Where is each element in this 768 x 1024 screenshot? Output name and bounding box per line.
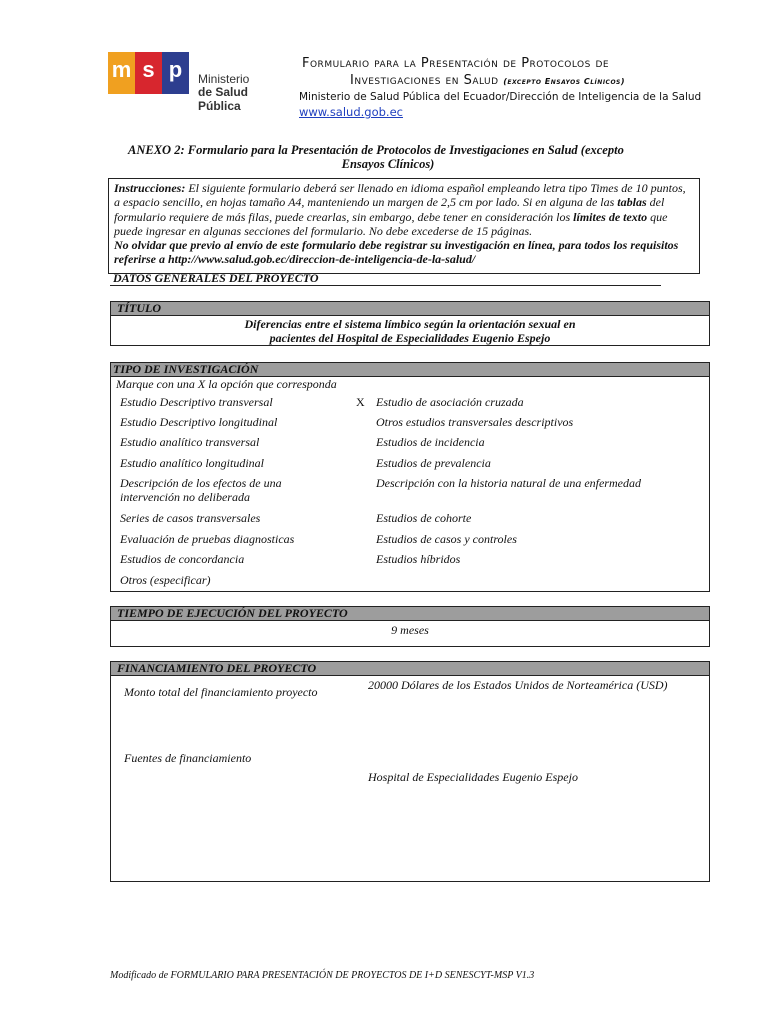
general-data-underline — [110, 285, 661, 286]
logo-letter-p: p — [168, 57, 183, 82]
titulo-line1: Diferencias entre el sistema límbico según la orientación sexual en — [244, 317, 576, 331]
tipo-option-left-8[interactable]: Estudios de concordancia — [120, 552, 245, 566]
tipo-option-left-3[interactable]: Estudio analítico transversal — [120, 435, 260, 449]
titulo-body — [110, 316, 710, 346]
logo-text-salud: de Salud Pública — [198, 85, 249, 113]
form-title-line2-note: (excepto Ensayos Clínicos) — [503, 77, 626, 86]
tipo-option-left-6[interactable]: Series de casos transversales — [120, 511, 261, 525]
tipo-selected-mark[interactable]: X — [356, 395, 365, 409]
tipo-option-right-3[interactable]: Estudios de incidencia — [376, 435, 485, 449]
tiempo-value[interactable]: 9 meses — [391, 623, 429, 637]
titulo-header — [110, 301, 710, 316]
instructions-p3: que puede ingresar en algunas secciones del formulario. No debe excederse de 15 páginas. — [114, 209, 668, 238]
instructions-tablas: tablas — [617, 195, 647, 210]
tipo-option-left-9[interactable]: Otros (especificar) — [120, 573, 211, 587]
form-title-line2-text: Investigaciones en Salud — [350, 73, 499, 88]
tipo-option-left-7[interactable]: Evaluación de pruebas diagnosticas — [120, 532, 295, 546]
instructions-label: Instrucciones: — [114, 181, 186, 195]
tipo-option-right-6[interactable]: Estudios de cohorte — [376, 511, 472, 525]
financiamiento-header — [110, 661, 710, 676]
tipo-option-right-2[interactable]: Otros estudios transversales descriptivos — [376, 415, 574, 429]
tipo-option-left-4[interactable]: Estudio analítico longitudinal — [120, 456, 264, 470]
tipo-heading: TIPO DE INVESTIGACIÓN — [113, 362, 259, 376]
tipo-option-right-7[interactable]: Estudios de casos y controles — [376, 532, 517, 546]
tipo-option-left-2[interactable]: Estudio Descriptivo longitudinal — [120, 415, 278, 429]
ministry-subtitle: Ministerio de Salud Pública del Ecuador/Dirección de Inteligencia de la Salud — [299, 91, 702, 103]
tipo-option-left-5[interactable]: Descripción de los efectos de una intervención no deliberada — [120, 476, 282, 504]
monto-value[interactable]: 20000 Dólares de los Estados Unidos de Norteamérica (USD) — [368, 678, 668, 692]
tipo-option-right-4[interactable]: Estudios de prevalencia — [376, 456, 491, 470]
logo-p-block — [162, 52, 189, 94]
tipo-option-left-1[interactable]: Estudio Descriptivo transversal — [120, 395, 273, 409]
tipo-option-right-1[interactable]: Estudio de asociación cruzada — [376, 395, 524, 409]
form-title-line2 — [350, 73, 625, 88]
tipo-option-right-8[interactable]: Estudios híbridos — [376, 552, 461, 566]
logo-letter-m: m — [111, 57, 132, 82]
instructions-p4: No olvidar que previo al envío de este formulario debe registrar su investigación en línea, para todos los requisitos referirse a http://www.salud.gob.ec/direccion-de-inteligencia-de-la-salud/ — [114, 238, 679, 267]
msp-logo — [108, 52, 278, 113]
form-title-line1: Formulario para la Presentación de Protocolos de — [302, 56, 610, 71]
financiamiento-body — [110, 676, 710, 882]
titulo-line2: pacientes del Hospital de Especialidades Eugenio Espejo — [269, 331, 551, 345]
instructions-p1: El siguiente formulario deberá ser llenado en idioma español empleando letra tipo Times de 10 puntos, a espacio sencillo, en hojas tamaño A4, manteniendo un margen de 2,5 cm por lado. Si en alguna de las — [114, 181, 686, 210]
tipo-header — [110, 362, 710, 377]
tiempo-heading: TIEMPO DE EJECUCIÓN DEL PROYECTO — [117, 606, 348, 620]
titulo-heading: TÍTULO — [117, 301, 161, 315]
fuentes-value[interactable]: Hospital de Especialidades Eugenio Espejo — [368, 770, 578, 784]
tipo-instruction: Marque con una X la opción que corresponda — [116, 377, 337, 391]
logo-m-block — [108, 52, 135, 94]
tipo-body — [110, 377, 710, 592]
general-data-title: DATOS GENERALES DEL PROYECTO — [113, 272, 319, 283]
logo-text-ministerio: Ministerio — [198, 72, 250, 86]
tipo-option-right-5[interactable]: Descripción con la historia natural de una enfermedad — [376, 476, 641, 490]
footer-note: Modificado de FORMULARIO PARA PRESENTACIÓN DE PROYECTOS DE I+D SENESCYT-MSP V1.3 — [110, 970, 535, 981]
tiempo-header — [110, 606, 710, 621]
monto-label: Monto total del financiamiento proyecto — [124, 685, 318, 699]
instructions-p2: del formulario requiere de más filas, puede crearlas, sin embargo, debe tener en consideración los — [114, 195, 665, 224]
annex-title-line1: ANEXO 2: Formulario para la Presentación de Protocolos de Investigaciones en Salud (excepto — [128, 143, 624, 157]
logo-s-block — [135, 52, 162, 94]
financiamiento-heading: FINANCIAMIENTO DEL PROYECTO — [117, 661, 317, 675]
fuentes-label: Fuentes de financiamiento — [124, 751, 252, 765]
tiempo-body — [110, 621, 710, 647]
website-link[interactable]: www.salud.gob.ec — [299, 105, 403, 119]
instructions-text — [114, 181, 692, 267]
annex-title-line2: Ensayos Clínicos) — [341, 157, 435, 171]
logo-letter-s: s — [142, 57, 155, 82]
instructions-limites: límites de texto — [573, 209, 648, 224]
